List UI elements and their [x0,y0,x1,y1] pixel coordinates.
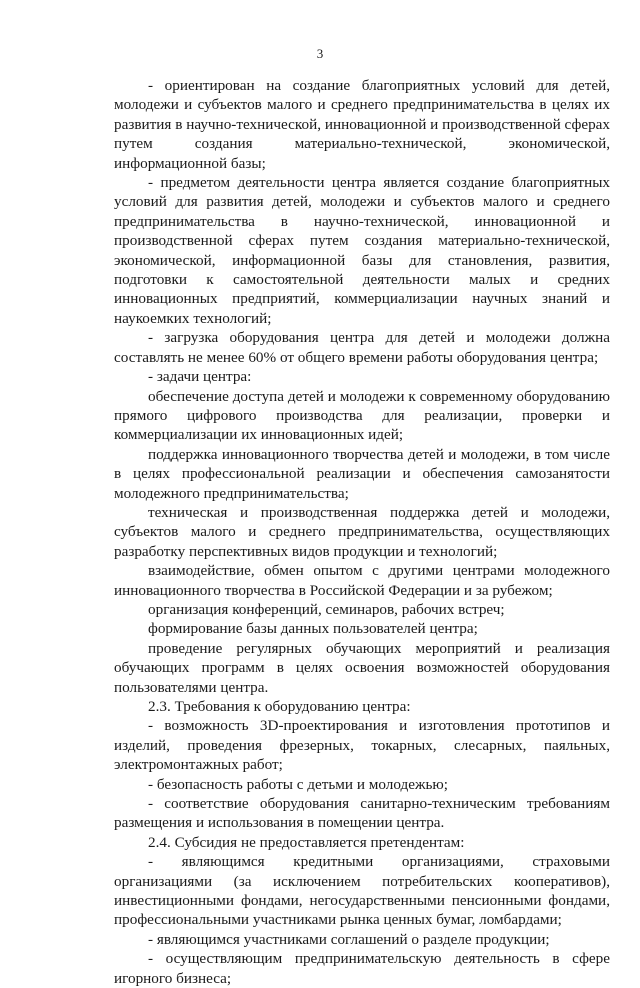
paragraph: - осуществляющим предпринимательскую деятельность в сфере игорного бизнеса; [114,950,610,987]
paragraph: поддержка инновационного творчества детей и молодежи, в том числе в целях профессиональной реализации и обеспечения самозанятости молодежного предпринимательства; [114,445,610,502]
paragraph: - загрузка оборудования центра для детей и молодежи должна составлять не менее 60% от общего времени работы оборудования центра; [114,329,610,366]
paragraph: - предметом деятельности центра является создание благоприятных условий для развития детей, молодежи и субъектов малого и среднего предпринимательства в научно-технической, инновационной и производственной сферах путем создания материально-технической, экономической, информационной базы для становления, развития, подготовки к самостоятельной деятельности малых и средних инновационных предприятий, коммерциализации научных знаний и наукоемких технологий; [114,174,610,327]
paragraph: - задачи центра: [148,368,252,386]
paragraph: - соответствие оборудования санитарно-техническим требованиям размещения и использования в помещении центра. [114,795,610,832]
document-body [114,76,610,988]
paragraph: техническая и производственная поддержка детей и молодежи, субъектов малого и среднего предпринимательства, осуществляющих разработку перспективных видов продукции и технологий; [114,503,610,560]
paragraph: - возможность 3D-проектирования и изготовления прототипов и изделий, проведения фрезерных, токарных, слесарных, паяльных, электромонтажных работ; [114,717,610,774]
section-heading: 2.3. Требования к оборудованию центра: [148,698,411,715]
paragraph: формирование базы данных пользователей центра; [148,620,478,638]
paragraph: проведение регулярных обучающих мероприятий и реализация обучающих программ в целях освоения возможностей оборудования пользователями центра. [114,639,610,696]
paragraph: обеспечение доступа детей и молодежи к современному оборудованию прямого цифрового производства для реализации, проверки и коммерциализации их инновационных идей; [114,387,610,444]
paragraph: - являющимся участниками соглашений о разделе продукции; [148,930,550,948]
paragraph: - ориентирован на создание благоприятных условий для детей, молодежи и субъектов малого и среднего предпринимательства в целях их развития в научно-технической, инновационной и производственной сферах путем создания материально-технической, экономической, информационной базы; [114,77,610,172]
paragraph: взаимодействие, обмен опытом с другими центрами молодежного инновационного творчества в Российской Федерации и за рубежом; [114,562,610,599]
section-heading: 2.4. Субсидия не предоставляется претендентам: [148,833,465,851]
paragraph: организация конференций, семинаров, рабочих встреч; [148,600,505,618]
page-number: 3 [316,46,324,61]
paragraph: - безопасность работы с детьми и молодежью; [148,775,448,793]
paragraph: - являющимся кредитными организациями, страховыми организациями (за исключением потребительских кооперативов), инвестиционными фондами, негосударственными пенсионными фондами, профессиональными участниками рынка ценных бумаг, ломбардами; [114,853,610,929]
